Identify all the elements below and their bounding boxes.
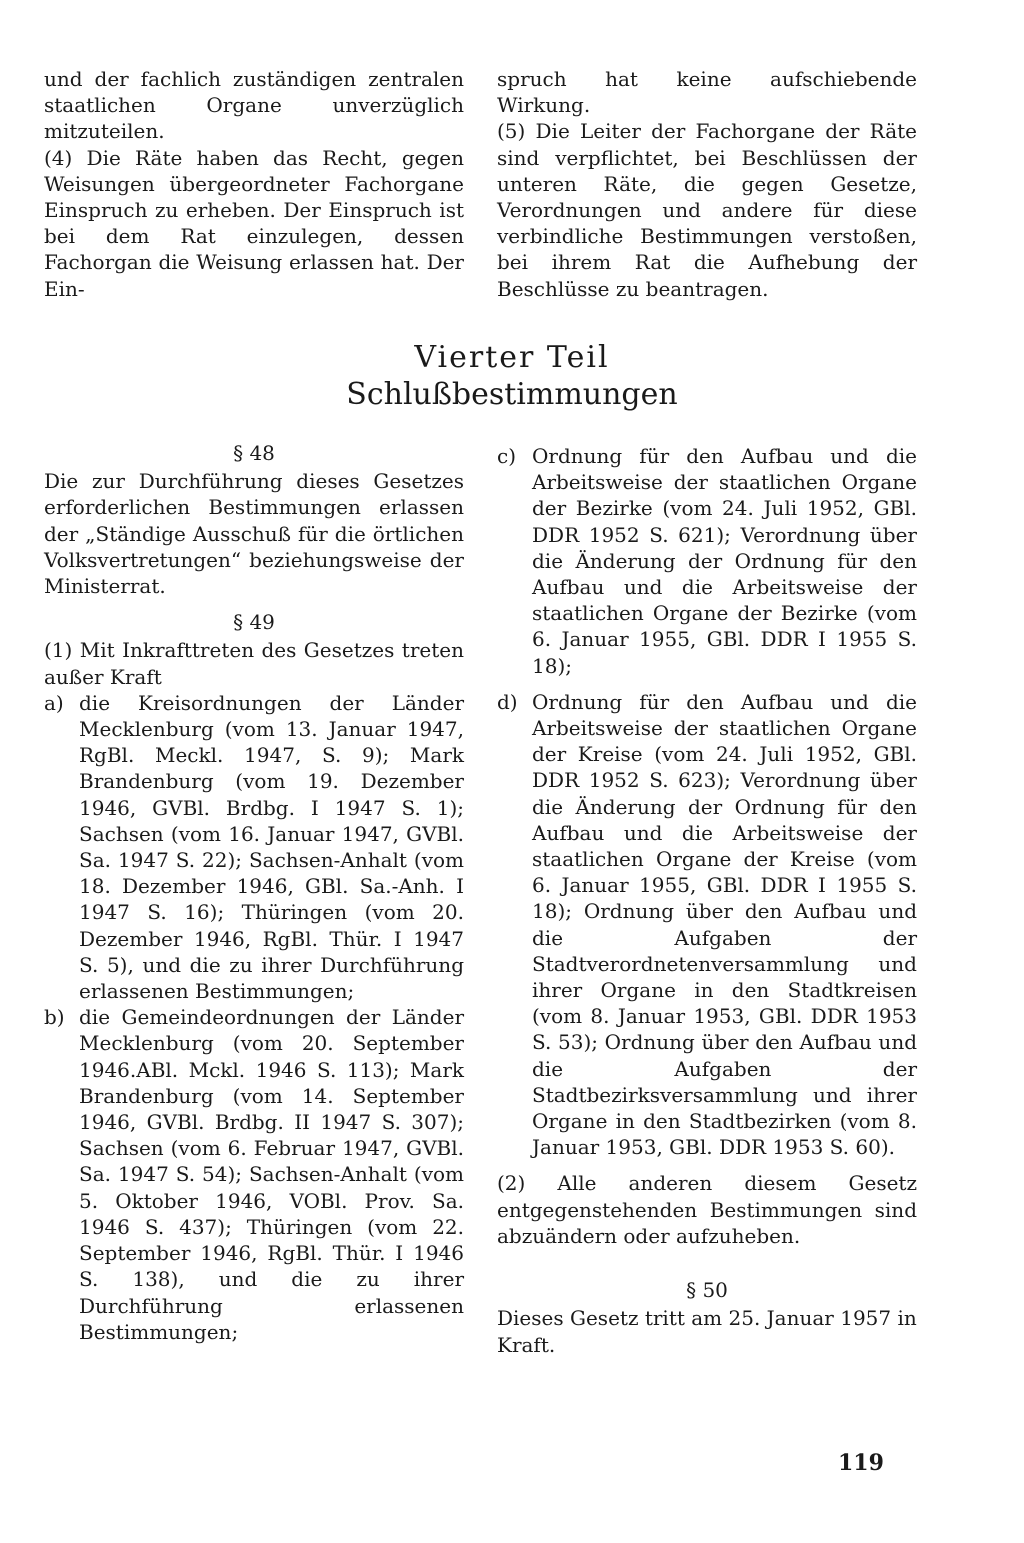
top-left-column (44, 66, 464, 302)
continuation-text: und der fachlich zuständigen zentralen staatlichen Organe unverzüglich mitzuteilen. (44, 67, 464, 144)
list-label-c: c) (497, 444, 517, 468)
list-label-b: b) (44, 1005, 65, 1030)
continuation-text-right: spruch hat keine aufschiebende Wirkung. (497, 67, 917, 118)
section-48-heading: § 48 (233, 441, 275, 465)
list-item-b (44, 1004, 464, 1345)
list-text-d: Ordnung für den Aufbau und die Arbeitsweise der staatlichen Organe der Kreise (vom 24. Juli 1952, GBl. DDR 1952 S. 623); Verordnung über die Änderung der Ordnung für den Aufbau und die Arbeitsweise der staatlichen Organe der Kreise (vom 6. Januar 1955, GBl. DDR I 1955 S. 18); Ordnung über den Aufbau und die Aufgaben der Stadtverordnetenversammlung und ihrer Organe in den Stadtkreisen (vom 8. Januar 1953, GBl. DDR 1953 S. 53); Ordnung über den Aufbau und die Aufgaben der Stadtbezirksversammlung und ihrer Organe in den Stadtbezirken (vom 8. Januar 1953, GBl. DDR 1953 S. 60). (532, 689, 917, 1160)
list-text-a: die Kreisordnungen der Länder Mecklenburg (vom 13. Januar 1947, RgBl. Meckl. 1947, S. 9); Mark Brandenburg (vom 19. Dezember 1946, GVBl. Brdbg. I 1947 S. 1); Sachsen (vom 16. Januar 1947, GVBl. Sa. 1947 S. 22); Sachsen-Anhalt (vom 18. Dezember 1946, GBl. Sa.-Anh. I 1947 S. 16); Thüringen (vom 20. Dezember 1946, RgBl. Thür. I 1947 S. 5), und die zu ihrer Durchführung erlassenen Bestimmungen; (79, 690, 464, 1004)
part-title-main: Vierter Teil (414, 340, 610, 375)
section-50-text: Dieses Gesetz tritt am 25. Januar 1957 in Kraft. (497, 1306, 917, 1357)
section-49-paragraph-2: (2) Alle anderen diesem Gesetz entgegenstehenden Bestimmungen sind abzuändern oder aufzuheben. (497, 1171, 917, 1248)
paragraph-4: (4) Die Räte haben das Recht, gegen Weisungen übergeordneter Fachorgane Einspruch zu erheben. Der Einspruch ist bei dem Rat einzulegen, dessen Fachorgan die Weisung erlassen hat. Der Ein- (44, 145, 464, 301)
list-label-d: d) (497, 689, 518, 714)
section-50-heading: § 50 (686, 1278, 728, 1303)
right-column (497, 443, 917, 1358)
section-48-text: Die zur Durchführung dieses Gesetzes erforderlichen Bestimmungen erlassen der „Ständige Ausschuß für die örtlichen Volksvertretungen“ beziehungsweise der Ministerrat. (44, 469, 464, 599)
top-right-column (497, 66, 917, 302)
paragraph-5: (5) Die Leiter der Fachorgane der Räte sind verpflichtet, bei Beschlüssen der unteren Räte, die gegen Gesetze, Verordnungen und andere für diese verbindliche Bestimmungen verstoßen, bei ihrem Rat die Aufhebung der Beschlüsse zu beantragen. (497, 119, 917, 301)
section-49-intro: (1) Mit Inkrafttreten des Gesetzes treten außer Kraft (44, 638, 464, 689)
list-text-b: die Gemeindeordnungen der Länder Mecklenburg (vom 20. September 1946.ABl. Mckl. 1946 S. 113); Mark Brandenburg (vom 14. September 1946, GVBl. Brdbg. II 1947 S. 307); Sachsen (vom 6. Februar 1947, GVBl. Sa. 1947 S. 54); Sachsen-Anhalt (vom 5. Oktober 1946, VOBl. Prov. Sa. 1946 S. 437); Thüringen (vom 22. September 1946, RgBl. Thür. I 1946 S. 138), und die zu ihrer Durchführung erlassenen Bestimmungen; (79, 1005, 464, 1344)
list-item-c (497, 443, 917, 679)
left-column (44, 440, 464, 1345)
page-number: 119 (838, 1450, 884, 1476)
section-49-heading: § 49 (233, 610, 275, 635)
part-title (0, 340, 1024, 414)
part-title-sub: Schlußbestimmungen (346, 377, 678, 412)
list-item-a (44, 690, 464, 1004)
list-item-d (497, 689, 917, 1161)
list-text-c: Ordnung für den Aufbau und die Arbeitsweise der staatlichen Organe der Bezirke (vom 24. Juli 1952, GBl. DDR 1952 S. 621); Verordnung über die Änderung der Ordnung für den Aufbau und die Arbeitsweise der staatlichen Organe der Bezirke (vom 6. Januar 1955, GBl. DDR I 1955 S. 18); (532, 444, 917, 678)
list-label-a: a) (44, 690, 64, 715)
